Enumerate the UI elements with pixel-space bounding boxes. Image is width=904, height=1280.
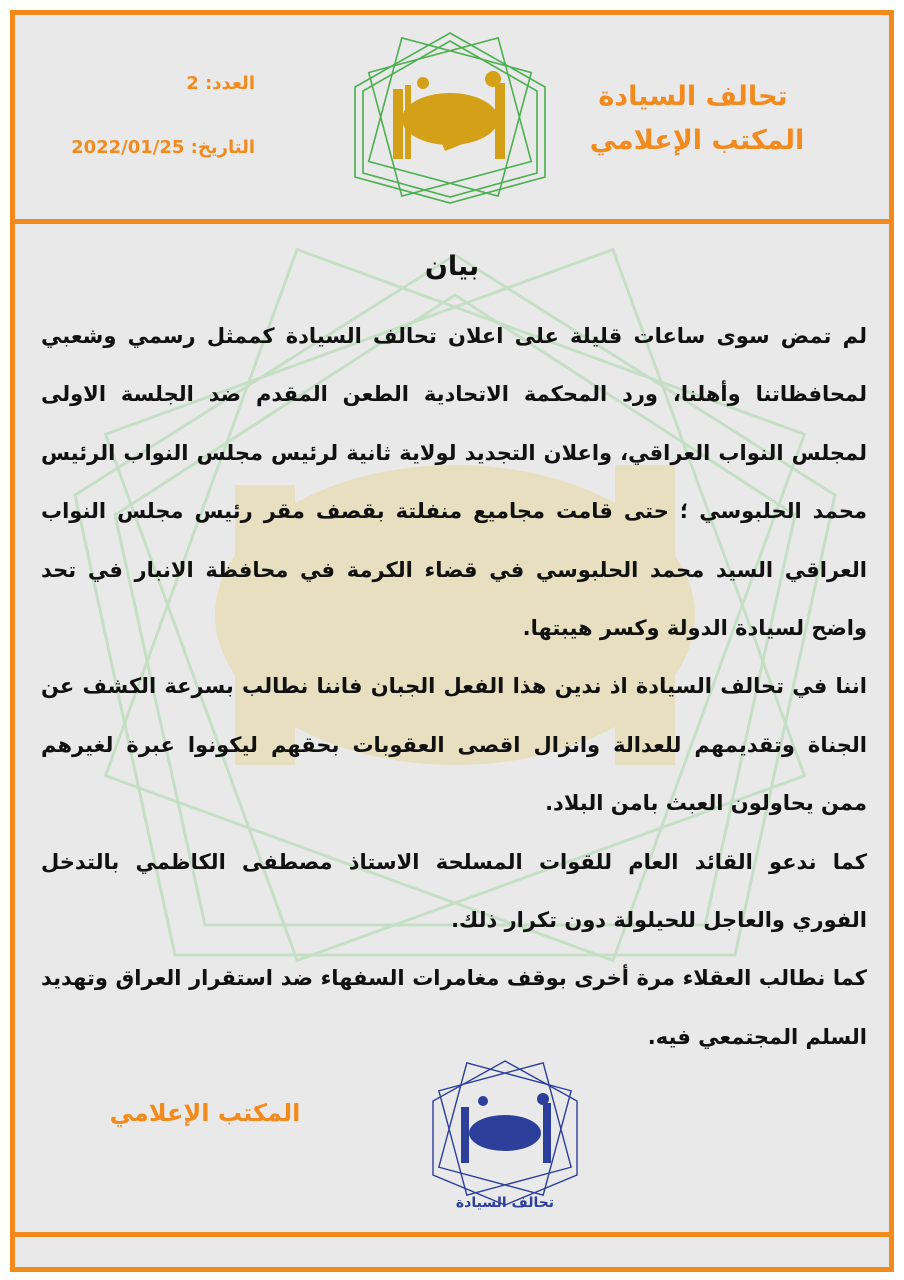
- header: [15, 15, 889, 224]
- statement-paragraph: لم تمض سوى ساعات قليلة على اعلان تحالف السيادة كممثل رسمي وشعبي لمحافظاتنا وأهلنا، ورد المحكمة الاتحادية الطعن المقدم ضد الجلسة الاولى لمجلس النواب العراقي، واعلان التجديد لولاية ثانية لرئيس مجلس النواب الرئيس محمد الحلبوسي ؛ حتى قامت مجاميع منفلتة بقصف مقر رئيس مجلس النواب العراقي السيد محمد الحلبوسي في قضاء الكرمة في محافظة الانبار في تحد واضح لسيادة الدولة وكسر هيبتها.: [41, 324, 867, 641]
- issue-date: التاريخ: 2022/01/25: [71, 137, 255, 158]
- statement-paragraph: كما نطالب العقلاء مرة أخرى بوقف مغامرات السفهاء ضد استقرار العراق وتهديد السلم المجتمعي فيه.: [41, 966, 867, 1049]
- footer-band: [15, 1232, 889, 1267]
- alliance-logo: [345, 27, 555, 207]
- org-name: تحالف السيادة: [598, 81, 788, 112]
- signature: المكتب الإعلامي: [109, 1099, 301, 1127]
- statement-body: [41, 307, 867, 1066]
- issue-number: العدد: 2: [186, 73, 255, 94]
- statement-paragraph: اننا في تحالف السيادة اذ ندين هذا الفعل الجبان فاننا نطالب بسرعة الكشف عن الجناة وتقديمهم للعدالة وانزال اقصى العقوبات بحقهم ليكونوا عبرة لغيرهم ممن يحاولون العبث بامن البلاد.: [41, 674, 867, 816]
- logo-caption: تحالف السيادة: [455, 1195, 555, 1211]
- statement-title: بيان: [424, 251, 480, 282]
- media-office-title: المكتب الإعلامي: [589, 125, 805, 156]
- statement-paragraph: كما ندعو القائد العام للقوات المسلحة الاستاذ مصطفى الكاظمي بالتدخل الفوري والعاجل للحيلولة دون تكرار ذلك.: [41, 849, 867, 933]
- statement-page: [10, 10, 894, 1272]
- alliance-logo-blue: [425, 1055, 585, 1215]
